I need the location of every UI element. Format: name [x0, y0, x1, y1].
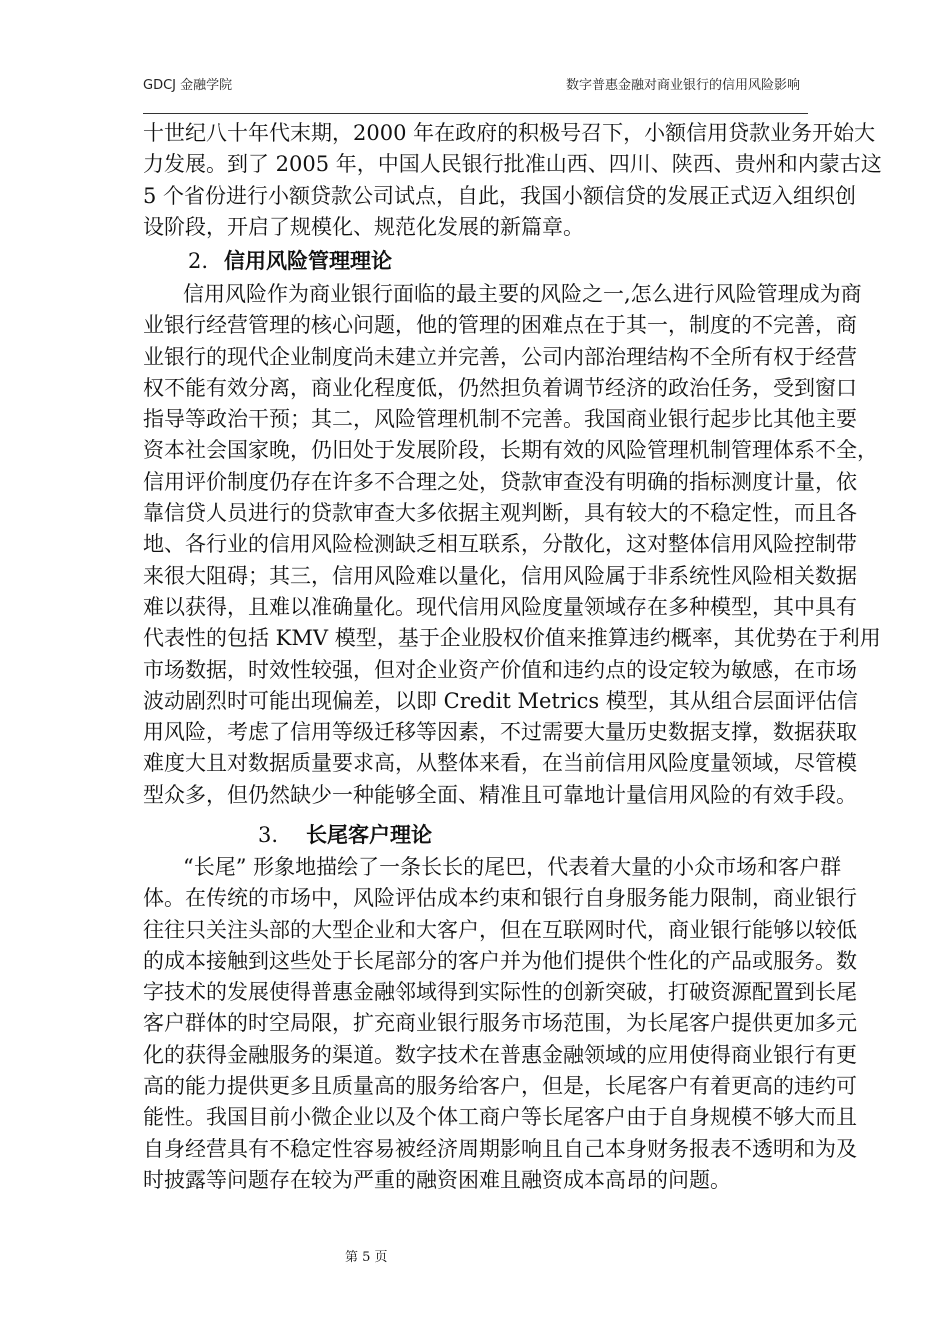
- text-line: 的成本接触到这些处于长尾部分的客户并为他们提供个性化的产品或服务。数: [143, 948, 857, 973]
- page-number: 第 5 页: [345, 1250, 388, 1265]
- text-line: 代表性的包括 KMV 模型，基于企业股权价值来推算违约概率，其优势在于利用: [143, 626, 881, 651]
- paragraph-2: [143, 279, 881, 811]
- text-line: 能性。我国目前小微企业以及个体工商户等长尾客户由于自身规模不够大而且: [143, 1105, 857, 1130]
- section-number: 2.: [188, 249, 209, 273]
- text-line: 高的能力提供更多且质量高的服务给客户，但是，长尾客户有着更高的违约可: [143, 1074, 857, 1099]
- text-line: 资本社会国家晚，仍旧处于发展阶段，长期有效的风险管理机制管理体系不全，: [143, 438, 878, 463]
- text-line: 市场数据，时效性较强，但对企业资产价值和违约点的设定较为敏感，在市场: [143, 657, 857, 682]
- text-line: 业银行经营管理的核心问题，他的管理的困难点在于其一，制度的不完善，商: [143, 313, 857, 338]
- paragraph-1: [143, 118, 882, 243]
- text-line: 业银行的现代企业制度尚未建立并完善，公司内部治理结构不全所有权于经营: [143, 344, 857, 369]
- section-title: 信用风险管理理论: [224, 249, 392, 273]
- paragraph-3: [143, 852, 857, 1196]
- section-title: 长尾客户理论: [306, 823, 432, 847]
- text-line: 化的获得金融服务的渠道。数字技术在普惠金融领域的应用使得商业银行有更: [143, 1042, 857, 1067]
- header-document-title: 数字普惠金融对商业银行的信用风险影响: [565, 78, 800, 93]
- text-line: 靠信贷人员进行的贷款审查大多依据主观判断，具有较大的不稳定性，而且各: [143, 501, 857, 526]
- text-line: 5 个省份进行小额贷款公司试点，自此，我国小额信贷的发展正式迈入组织创: [143, 183, 857, 208]
- text-line: 来很大阻碍；其三，信用风险难以量化，信用风险属于非系统性风险相关数据: [143, 563, 857, 588]
- text-line: 信用风险作为商业银行面临的最主要的风险之一,怎么进行风险管理成为商: [183, 282, 862, 306]
- text-line: 权不能有效分离，商业化程度低，仍然担负着调节经济的政治任务，受到窗口: [143, 375, 857, 400]
- text-line: 客户群体的时空局限，扩充商业银行服务市场范围，为长尾客户提供更加多元: [143, 1011, 857, 1036]
- text-line: 时披露等问题存在较为严重的融资困难且融资成本高昂的问题。: [143, 1167, 731, 1192]
- text-line: 十世纪八十年代末期，2000 年在政府的积极号召下，小额信用贷款业务开始大: [143, 121, 876, 145]
- header-institution: GDCJ 金融学院: [143, 78, 233, 93]
- text-line: 难以获得，且难以准确量化。现代信用风险度量领域存在多种模型，其中具有: [143, 594, 857, 619]
- header-divider: [143, 113, 808, 114]
- text-line: 往往只关注头部的大型企业和大客户，但在互联网时代，商业银行能够以较低: [143, 917, 857, 942]
- text-line: “长尾” 形象地描绘了一条长长的尾巴，代表着大量的小众市场和客户群: [183, 855, 842, 879]
- text-line: 波动剧烈时可能出现偏差，以即 Credit Metrics 模型，其从组合层面评估信: [143, 688, 858, 713]
- text-line: 指导等政治干预；其二，风险管理机制不完善。我国商业银行起步比其他主要: [143, 407, 857, 432]
- text-line: 设阶段，开启了规模化、规范化发展的新篇章。: [143, 214, 584, 239]
- text-line: 型众多，但仍然缺少一种能够全面、精准且可靠地计量信用风险的有效手段。: [143, 782, 857, 807]
- text-line: 信用评价制度仍存在许多不合理之处，贷款审查没有明确的指标测度计量，依: [143, 469, 857, 494]
- text-line: 难度大且对数据质量要求高，从整体来看，在当前信用风险度量领域，尽管模: [143, 751, 857, 776]
- text-line: 力发展。到了 2005 年，中国人民银行批准山西、四川、陕西、贵州和内蒙古这: [143, 152, 882, 177]
- text-line: 自身经营具有不稳定性容易被经济周期影响且自己本身财务报表不透明和为及: [143, 1136, 857, 1161]
- text-line: 字技术的发展使得普惠金融邻域得到实际性的创新突破，打破资源配置到长尾: [143, 980, 857, 1005]
- text-line: 地、各行业的信用风险检测缺乏相互联系，分散化，这对整体信用风险控制带: [143, 532, 857, 557]
- section-number: 3.: [258, 823, 279, 847]
- text-line: 用风险，考虑了信用等级迁移等因素，不过需要大量历史数据支撑，数据获取: [143, 720, 857, 745]
- section-heading-3: [258, 820, 432, 851]
- text-line: 体。在传统的市场中，风险评估成本约束和银行自身服务能力限制，商业银行: [143, 886, 857, 911]
- section-heading-2: [188, 246, 392, 277]
